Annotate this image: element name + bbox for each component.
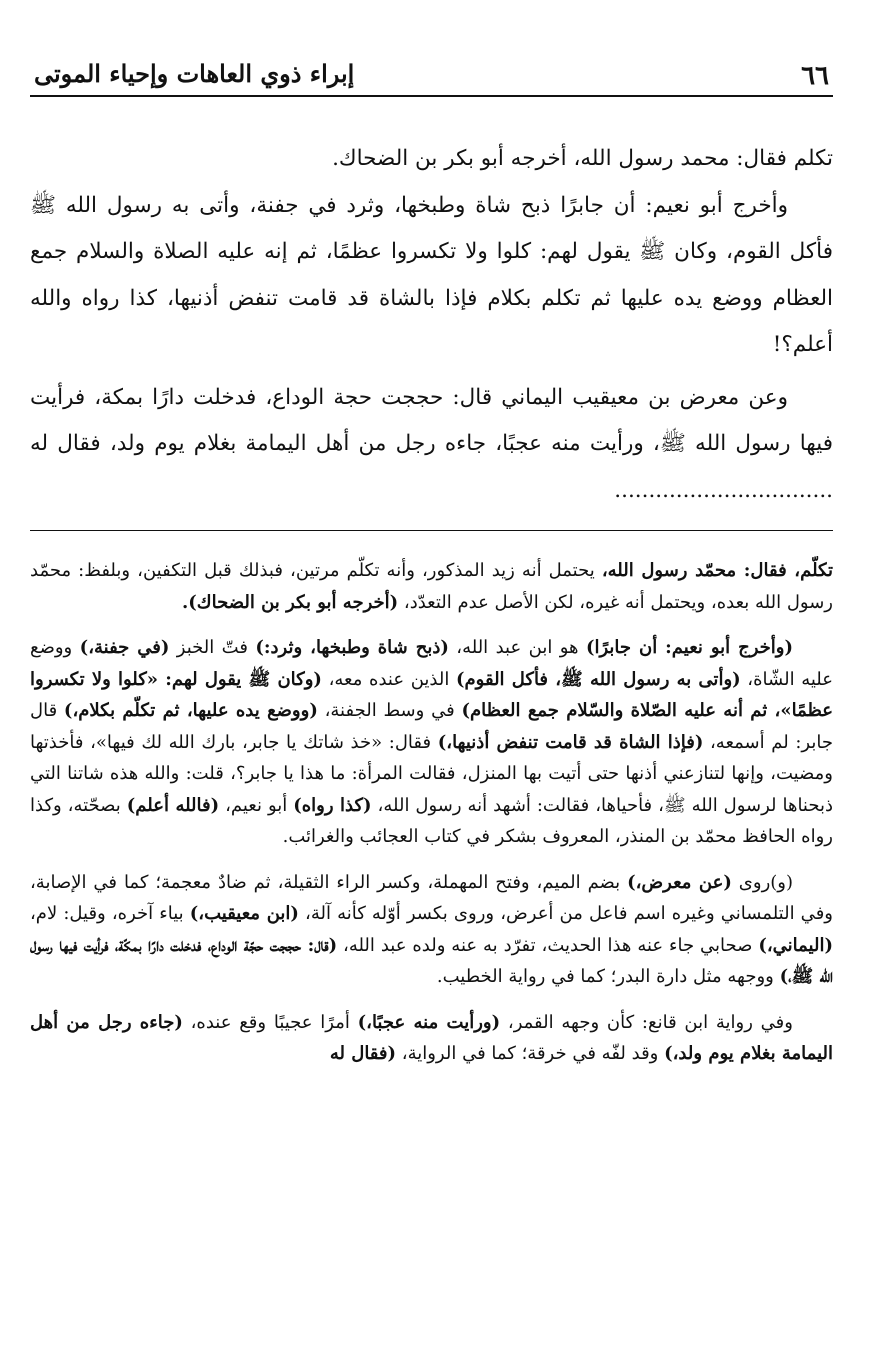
commentary-text: ووجهه مثل دارة البدر؛ كما في رواية الخطيب. bbox=[436, 966, 780, 987]
commentary-paragraph-1 bbox=[30, 555, 833, 618]
bold-quote: (فالله أعلم) bbox=[126, 794, 220, 816]
bold-quote: (جاءه رجل من أهل اليمامة بغلام يوم ولد،) bbox=[30, 1011, 833, 1064]
main-paragraph-3-text: وعن معرض بن معيقيب اليماني قال: حججت حجة الوداع، فدخلت دارًا بمكة، فرأيت فيها رسول الله ﷺ، ورأيت منه عجبًا، جاءه رجل من أهل اليمامة بغلام يوم ولد، فقال له bbox=[30, 384, 833, 456]
commentary-text: بصحّته، وكذا رواه الحافظ محمّد بن المنذر، المعروف بشكر في كتاب العجائب والغرائب. bbox=[30, 794, 833, 847]
bold-quote: (اليماني،) bbox=[758, 934, 833, 956]
commentary-text: صحابي جاء عنه هذا الحديث، تفرّد به عنه ولده عبد الله، bbox=[337, 934, 759, 956]
page-header bbox=[30, 55, 833, 97]
commentary bbox=[30, 555, 833, 1084]
bold-quote: (في جفنة،) bbox=[79, 637, 170, 658]
bold-quote: (عن معرض،) bbox=[627, 871, 732, 893]
main-paragraph-2: وأخرج أبو نعيم: أن جابرًا ذبح شاة وطبخها، وثرد في جفنة، وأتى به رسول الله ﷺ فأكل القوم، وكان ﷺ يقول لهم: كلوا ولا تكسروا عظمًا، ثم إنه عليه الصلاة والسلام جمع العظام ووضع يده عليها ثم تكلم بكلام فإذا بالشاة قد قامت تنفض أذنيها، كذا رواه والله أعلم؟! bbox=[30, 192, 833, 357]
page-number: ٦٦ bbox=[801, 61, 829, 91]
commentary-text: ووضع عليه الشّاة، bbox=[30, 637, 833, 690]
bold-quote: (أخرجه أبو بكر بن الضحاك). bbox=[182, 591, 399, 613]
bold-quote: (فقال له bbox=[329, 1043, 397, 1064]
bold-quote: (ورأيت منه عجبًا،) bbox=[357, 1011, 501, 1033]
commentary-text: بضم الميم، وفتح المهملة، وكسر الراء الثقيلة، ثم ضادٌ معجمة؛ كما في الإصابة، وفي التلمساني وغيره اسم فاعل من أعرض، وروى بكسر أوّله كأنه آلة، bbox=[30, 871, 833, 924]
bold-quote: (وأتى به رسول الله ﷺ، فأكل القوم) bbox=[456, 668, 741, 690]
commentary-text: (و)روى bbox=[731, 871, 794, 893]
commentary-text: فتّ الخبز bbox=[169, 637, 256, 658]
commentary-text: يحتمل أنه زيد المذكور، وأنه تكلّم مرتين، فبذلك قبل التكفين، وبلفظ: محمّد رسول الله بعده، ويحتمل أنه غيره، لكن الأصل عدم التعدّد، bbox=[30, 560, 833, 613]
main-text bbox=[30, 136, 833, 514]
bold-quote: تكلّم، فقال: محمّد رسول الله، bbox=[601, 560, 834, 581]
commentary-paragraph-3 bbox=[30, 867, 833, 993]
main-paragraph-1: تكلم فقال: محمد رسول الله، أخرجه أبو بكر بن الضحاك. bbox=[332, 146, 833, 171]
commentary-text: أبو نعيم، bbox=[219, 794, 294, 816]
bold-quote: (قال: حججت حجّة الوداع، فدخلت دارًا بمكّة، فرأيت فيها رسول الله ﷺ،) bbox=[30, 934, 833, 987]
bold-quote: (ابن معيقيب،) bbox=[189, 903, 299, 924]
commentary-text: هو ابن عبد الله، bbox=[448, 637, 586, 658]
commentary-text: بياء آخره، وقيل: لام، bbox=[30, 903, 190, 924]
main-paragraph-3 bbox=[30, 375, 833, 515]
commentary-text: وقد لفّه في خرقة؛ كما في الرواية، bbox=[396, 1043, 665, 1064]
commentary-text: فقال: «خذ شاتك يا جابر، بارك الله لك فيها»، فأخذتها ومضيت، وإنها لتنازعني أذنها حتى أتيت بها المنزل، فقالت المرأة: ما هذا يا جابر؟، قلت: والله هذه شاتنا التي ذبحناها لرسول الله ﷺ، فأحياها، فقالت: أشهد أنه رسول الله، bbox=[30, 731, 834, 816]
ellipsis-dots: ................................ bbox=[614, 477, 833, 503]
bold-quote: (ذبح شاة وطبخها، وثرد:) bbox=[255, 637, 449, 658]
commentary-paragraph-2 bbox=[30, 632, 833, 853]
commentary-text: أمرًا عجيبًا وقع عنده، bbox=[182, 1011, 358, 1033]
commentary-text: في وسط الجفنة، bbox=[317, 700, 462, 721]
footnote-divider bbox=[30, 530, 833, 531]
commentary-text: قال جابر: لم أسمعه، bbox=[30, 700, 833, 753]
bold-quote: (وأخرج أبو نعيم: أن جابرًا) bbox=[585, 637, 794, 658]
bold-quote: (ووضع يده عليها، ثم تكلّم بكلام،) bbox=[63, 700, 318, 721]
commentary-text: وفي رواية ابن قانع: كأن وجهه القمر، bbox=[500, 1011, 793, 1033]
commentary-text: الذين عنده معه، bbox=[321, 668, 456, 690]
bold-quote: (كذا رواه) bbox=[293, 794, 372, 816]
commentary-paragraph-4 bbox=[30, 1007, 833, 1070]
bold-quote: (فإذا الشاة قد قامت تنفض أذنيها،) bbox=[437, 731, 704, 753]
running-title: إبراء ذوي العاهات وإحياء الموتى bbox=[34, 59, 355, 88]
bold-quote: (وكان ﷺ يقول لهم: «كلوا ولا تكسروا عظمًا»، ثم أنه عليه الصّلاة والسّلام جمع العظام) bbox=[30, 668, 833, 721]
